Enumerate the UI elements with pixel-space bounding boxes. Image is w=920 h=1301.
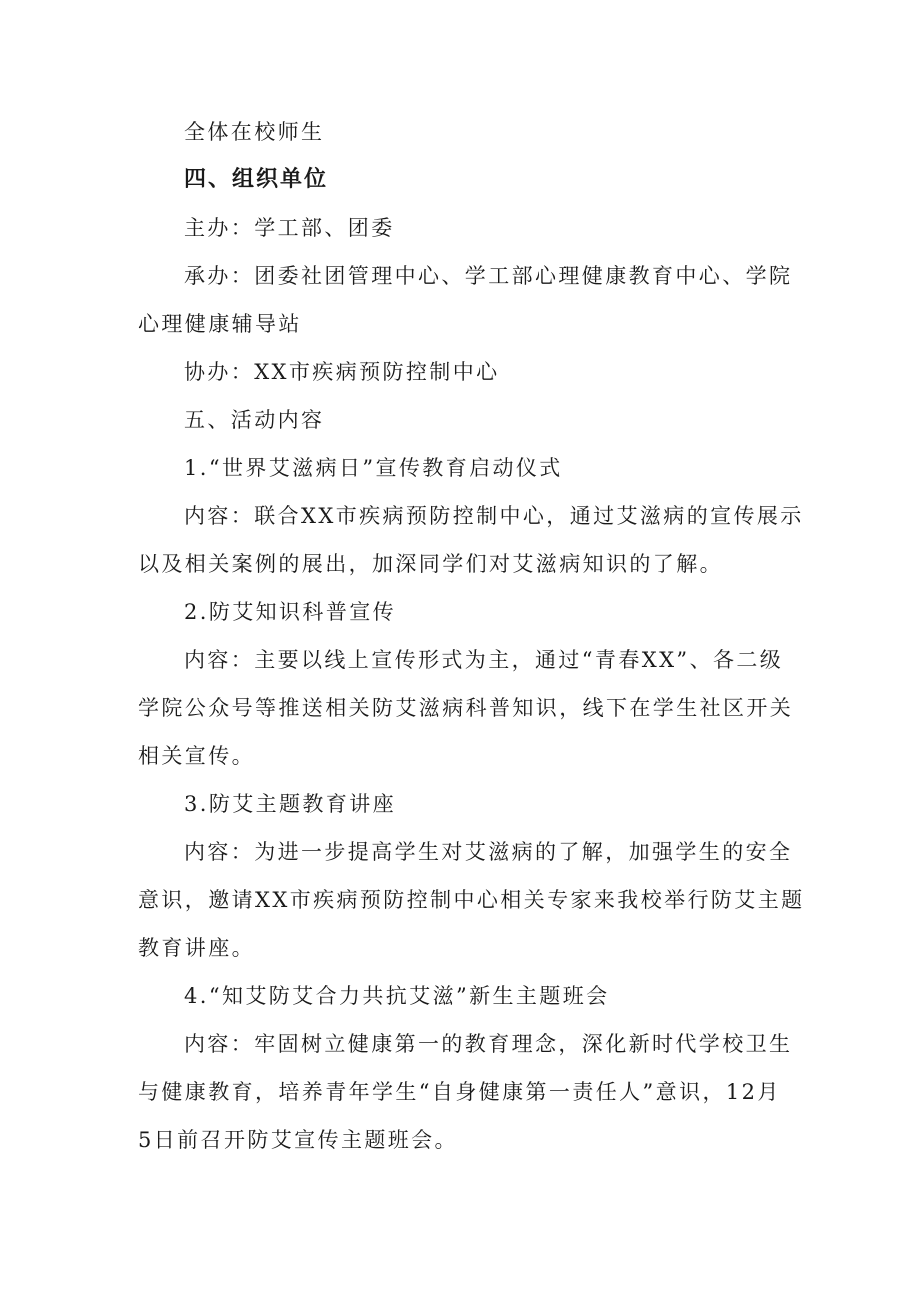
activity-2-content-cont: 学院公众号等推送相关防艾滋病科普知识，线下在学生社区开关 [138,696,794,720]
activity-3-title: 3.防艾主题教育讲座 [184,792,397,816]
activity-2-content: 内容：主要以线上宣传形式为主，通过“青春XX”、各二级 [184,648,784,672]
organizer-text: 承办：团委社团管理中心、学工部心理健康教育中心、学院 [184,264,793,288]
activity-4-content-cont: 5日前召开防艾宣传主题班会。 [138,1128,458,1152]
organizer-text-cont: 心理健康辅导站 [138,312,302,336]
activity-4-content-cont: 与健康教育，培养青年学生“自身健康第一责任人”意识，12月 [138,1080,781,1104]
activity-3-content-cont: 教育讲座。 [138,936,255,960]
activity-4-title: 4.“知艾防艾合力共抗艾滋”新生主题班会 [184,984,610,1008]
activity-2-content-cont: 相关宣传。 [138,744,255,768]
document-body [138,108,805,1164]
co-organizer-text: 协办：XX市疾病预防控制中心 [184,360,500,384]
activity-3-content-cont: 意识，邀请XX市疾病预防控制中心相关专家来我校举行防艾主题 [138,888,805,912]
activity-1-content-cont: 以及相关案例的展出，加深同学们对艾滋病知识的了解。 [138,552,723,576]
section-heading-activities: 五、活动内容 [184,408,325,432]
activity-4-content: 内容：牢固树立健康第一的教育理念，深化新时代学校卫生 [184,1032,793,1056]
activity-1-title: 1.“世界艾滋病日”宣传教育启动仪式 [184,456,563,480]
host-text: 主办：学工部、团委 [184,216,395,240]
activity-1-content: 内容：联合XX市疾病预防控制中心，通过艾滋病的宣传展示 [184,504,804,528]
activity-2-title: 2.防艾知识科普宣传 [184,600,397,624]
activity-3-content: 内容：为进一步提高学生对艾滋病的了解，加强学生的安全 [184,840,793,864]
audience-text: 全体在校师生 [184,120,325,144]
section-heading-organizers: 四、组织单位 [184,167,329,192]
